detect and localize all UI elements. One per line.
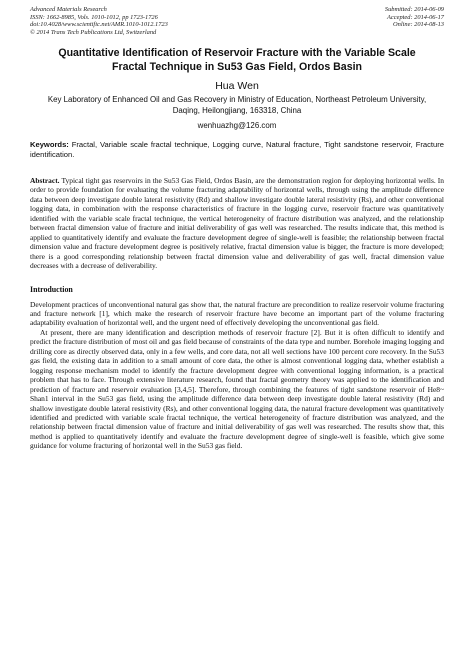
introduction-paragraph-2: At present, there are many identification and description methods of reservoir fracture [2]. But it is often difficult to identify and predict the fracture distribution of most oil and gas field because of constraints of the data type and number. Borehole imaging logging and drilling core as directly observed data, only in a few wells, and core data, not all well sections have 100 percent core recovery. In the Su53 gas field, the existing data in addition to a small amount of core data, the other is almost conventional logging data, whether establish a logging response mechanism model to identify the fracture development degree with conventional logging information, is a practical problem that has to face. Through extensive literature research, found that fractal geometry theory was applied to the identification and prediction of fracture and reservoir evaluation [3,4,5]. Therefore, through combining the features of tight sandstone reservoir of He8~ Shan1 interval in the Su53 gas field, using the amplitude difference data between deep investigate double lateral resistivity (Rd) and shallow investigate double lateral resistivity (Rs), and other conventional logging data, the natural fracture development was quantitatively identified and predicted with variable scale fractal technique, the vertical heterogeneity of fracture distribution was analyzed, and the relationship between fractal dimension value of fracture and initial deliverability of gas well was researched. The results show that, this method is applied to quantitatively identify and evaluate the fracture development degree of single-well is feasible, which give some guidance for volume fracturing of horizontal well in the Su53 gas field. <box>30 327 444 451</box>
journal-name: Advanced Materials Research <box>30 6 107 13</box>
paper-title: Quantitative Identification of Reservoir Fracture with the Variable Scale Fractal Technique in Su53 Gas Field, Ordos Basin <box>58 47 416 73</box>
publication-dates <box>385 6 444 36</box>
author-email: wenhuazhg@126.com <box>197 121 277 131</box>
abstract-label: Abstract. <box>30 176 60 185</box>
online-date: Online: 2014-08-13 <box>393 21 444 29</box>
abstract-block <box>30 176 444 271</box>
keywords-label: Keywords: <box>30 139 69 149</box>
journal-info <box>30 6 168 36</box>
accepted-date: Accepted: 2014-06-17 <box>387 13 444 21</box>
abstract-text: Typical tight gas reservoirs in the Su53 Gas Field, Ordos Basin, are the demonstration region for deploying horizontal wells. In order to provide foundation for evaluating the volume fracturing adaptability of horizontal wells, through using the amplitude difference data between deep investigate double lateral resistivity (Rd) and shallow investigate double lateral resistivity (Rs), and other conventional logging data, in combination with the response characteristics of fracture in the logging curve, reservoir fracture was quantitatively identified with the variable scale fractal technique, the vertical heterogeneity of fracture distribution was analyzed, and the relationship between fractal dimension value of fracture and initial deliverability of gas well was researched. The results indicate that, this method is applied to quantitatively identify and evaluate the fracture development degree of single-well is feasible; the relationship between fractal dimension value and fracture development degree is positively relative, fractal dimension value is bigger, the fracture is more developed; there is a good corresponding relationship between fractal dimension value and deliverability of gas well, fractal dimension value decreases with a decrease of deliverability. <box>30 176 444 271</box>
author-name: Hua Wen <box>215 80 259 93</box>
publication-header <box>30 6 444 36</box>
copyright-line: © 2014 Trans Tech Publications Ltd, Switzerland <box>30 28 157 36</box>
author-affiliation: Key Laboratory of Enhanced Oil and Gas Recovery in Ministry of Education, Northeast Petroleum University, Daqing, Heilongjiang, 163318, China <box>47 95 427 115</box>
submitted-date: Submitted: 2014-06-09 <box>384 6 444 13</box>
introduction-paragraph-1: Development practices of unconventional natural gas show that, the natural fracture are precondition to realize reservoir volume fracturing and fracture network [1], which make the research of reservoir fracture have become an important part of the volume fracturing adaptability evaluation of horizontal well, and the urgent need of effectively developing the unconventional gas field. <box>30 299 444 328</box>
issn-line: ISSN: 1662-8985, Vols. 1010-1012, pp 1723-1726 <box>30 13 158 21</box>
introduction-heading: Introduction <box>30 284 73 294</box>
keywords-block <box>30 140 444 160</box>
doi-line: doi:10.4028/www.scientific.net/AMR.1010-1012.1723 <box>30 21 168 29</box>
keywords-text: Fractal, Variable scale fractal technique, Logging curve, Natural fracture, Tight sandstone reservoir, Fracture identification. <box>30 139 444 159</box>
